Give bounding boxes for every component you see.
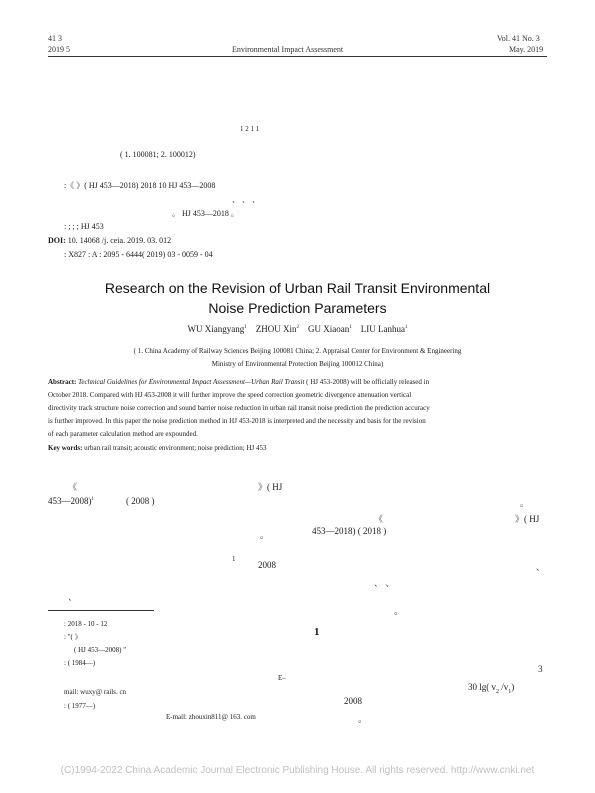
footnote-email-prefix: E– bbox=[278, 674, 286, 682]
author-name: ZHOU Xin bbox=[255, 324, 297, 334]
english-affiliation-line-2: Ministry of Environmental Protection Beijing 100012 China) bbox=[211, 360, 384, 368]
formula-mid: /v bbox=[499, 682, 509, 692]
body-right-year: 2008 bbox=[344, 696, 362, 706]
body-p3-commas: 、 、 bbox=[374, 578, 395, 588]
english-title-line-1: Research on the Revision of Urban Rail Transit Environmental bbox=[104, 280, 491, 296]
footnote-received: : 2018 - 10 - 12 bbox=[64, 620, 108, 628]
body-p2-period: 。 bbox=[260, 530, 270, 540]
cn-author-superscripts: 1 2 1 1 bbox=[240, 125, 260, 133]
section-heading-number: 1 bbox=[314, 626, 320, 638]
footnote-bio-2: : ( 1977—) bbox=[64, 702, 96, 710]
body-p2-standard: 453—2018) ( 2018 ) bbox=[312, 526, 387, 536]
abstract-line-1 bbox=[48, 378, 429, 386]
author-name: LIU Lanhua bbox=[360, 324, 405, 334]
author-affil-sup: 2 bbox=[296, 325, 299, 330]
author-affil-sup: 1 bbox=[244, 325, 247, 330]
cn-classification: : X827 : A : 2095 - 6444( 2019) 03 - 0059 - 04 bbox=[64, 250, 213, 259]
cn-abstract-line-2: 、 、 、 bbox=[232, 195, 260, 204]
header-issue-right: Vol. 41 No. 3 bbox=[497, 34, 540, 43]
body-p2-bracket-close: 》( HJ bbox=[515, 514, 540, 524]
footnote-email-1: mail: wuxy@ rails. cn bbox=[64, 688, 127, 696]
english-title-line-2: Noise Prediction Parameters bbox=[208, 300, 387, 316]
abstract-line-3: directivity track structure noise correction and sound barrier noise reduction in urban rail transit noise prediction the prediction accuracy bbox=[48, 404, 430, 412]
body-p4-comma: 、 bbox=[68, 592, 78, 602]
abstract-guideline-title: Technical Guidelines for Environmental Impact Assessment—Urban Rail Transit bbox=[78, 378, 305, 386]
doi-value: 10. 14068 /j. ceia. 2019. 03. 012 bbox=[67, 236, 172, 245]
cn-keywords: : ; ; ; HJ 453 bbox=[64, 222, 104, 231]
keywords-label: Key words: bbox=[48, 444, 83, 452]
abstract-label: Abstract: bbox=[48, 378, 77, 386]
formula-sub-1: 1 bbox=[508, 688, 512, 695]
body-p3-year: 2008 bbox=[258, 560, 276, 570]
footnote-fund-line-2: ( HJ 453—2008) " bbox=[74, 646, 127, 654]
author-affil-sup: 1 bbox=[349, 325, 352, 330]
doi-label: DOI: bbox=[48, 236, 66, 245]
english-authors bbox=[0, 324, 595, 334]
body-p1-bracket-open: 《 bbox=[68, 482, 78, 492]
body-p2-bracket-open: 《 bbox=[374, 514, 384, 524]
body-p3-ref-sup: 1 bbox=[232, 555, 236, 563]
body-p1-standard-code: 453—2008) bbox=[48, 496, 92, 506]
ref-sup: 1 bbox=[91, 497, 94, 502]
abstract-line-4: is further improved. In this paper the noise prediction method in HJ 453-2018 is interpreted and the necessity and basis for the revision bbox=[48, 417, 426, 425]
body-p1-year: ( 2008 ) bbox=[126, 496, 155, 506]
body-p1-period: 。 bbox=[520, 498, 530, 508]
english-keywords bbox=[48, 444, 267, 452]
header-journal-name: Environmental Impact Assessment bbox=[232, 45, 344, 54]
author-affil-sup: 1 bbox=[404, 325, 408, 330]
author-name: WU Xiangyang bbox=[187, 324, 245, 334]
speed-correction-formula bbox=[468, 682, 514, 695]
body-p1-standard bbox=[48, 496, 94, 506]
footnote-rule bbox=[48, 610, 154, 611]
footnote-email-2: E-mail: zhouxin811@ 163. com bbox=[166, 713, 256, 721]
body-p1-bracket-close: 》( HJ bbox=[258, 482, 283, 492]
body-p4-period: 。 bbox=[394, 606, 404, 616]
author-name: GU Xiaoan bbox=[308, 324, 350, 334]
cn-doi bbox=[48, 236, 171, 245]
formula-head: 30 lg( v bbox=[468, 682, 496, 692]
cn-affiliation: ( 1. 100081; 2. 100012) bbox=[120, 150, 196, 159]
abstract-line-5: of each parameter calculation method are expounded. bbox=[48, 430, 198, 438]
copyright-footer: (C)1994-2022 China Academic Journal Electronic Publishing House. All rights reserved. http://www.cnki.net bbox=[60, 765, 535, 776]
header-date-right: May. 2019 bbox=[509, 45, 544, 54]
header-issue-left: 41 3 bbox=[48, 34, 62, 43]
header-rule bbox=[48, 56, 547, 57]
abstract-text: ( HJ 453-2008) will be officially released in bbox=[306, 378, 430, 386]
header-date-left: 2019 5 bbox=[48, 45, 70, 54]
body-right-number: 3 bbox=[538, 664, 543, 674]
footnote-fund-line-1: : "( 》 bbox=[64, 633, 82, 641]
abstract-line-2: October 2018. Compared with HJ 453-2008 it will further improve the speed correction geometric divergence attenuation vertical bbox=[48, 391, 412, 399]
cn-abstract-line-3: 。 HJ 453—2018 。 bbox=[172, 209, 239, 218]
cn-abstract-line-1: :《 》( HJ 453—2018) 2018 10 HJ 453—2008 bbox=[64, 181, 216, 190]
english-affiliation-line-1: ( 1. China Academy of Railway Sciences Beijing 100081 China; 2. Appraisal Center for Environment & Engineering bbox=[133, 347, 462, 355]
body-p3-comma-right: 、 bbox=[536, 562, 546, 572]
footnote-bio-1: : ( 1984—) bbox=[64, 659, 96, 667]
formula-sub-2: 2 bbox=[496, 688, 499, 695]
body-right-period: 。 bbox=[358, 714, 368, 724]
keywords-text: urban rail transit; acoustic environment; noise prediction; HJ 453 bbox=[84, 444, 267, 452]
formula-end: ) bbox=[511, 682, 515, 692]
